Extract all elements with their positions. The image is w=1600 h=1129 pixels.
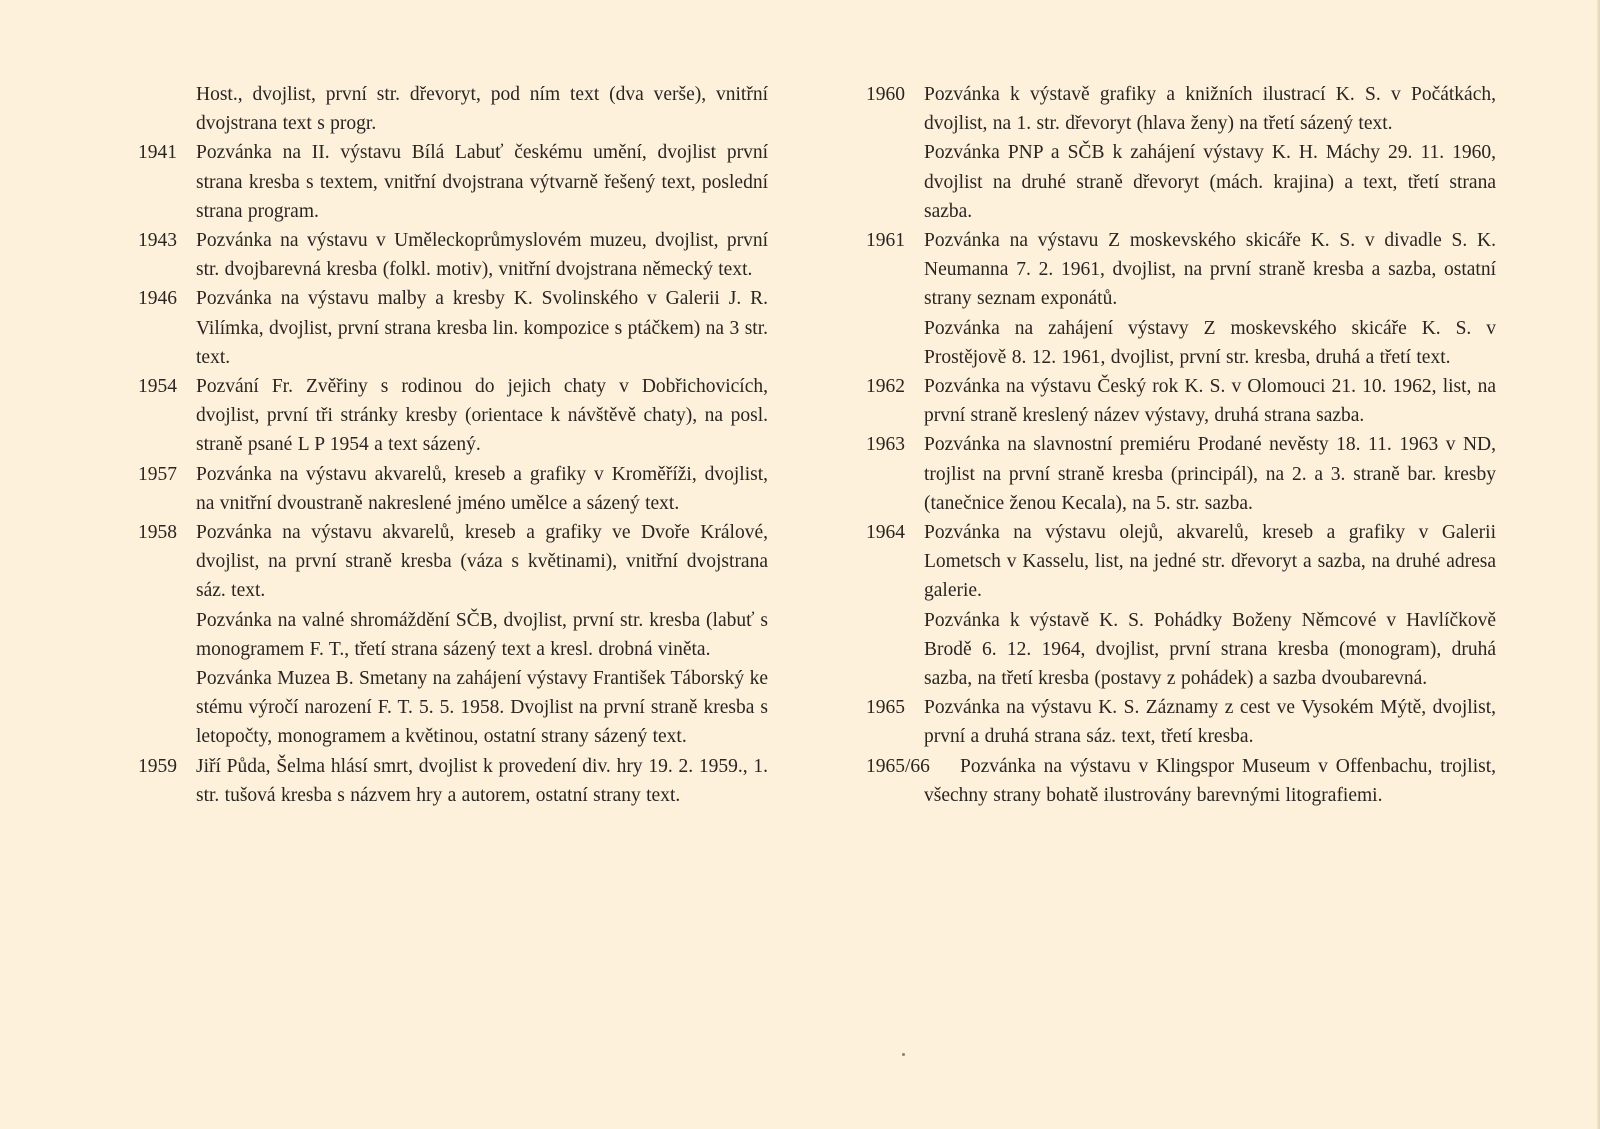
entry-text: Pozvánka k výstavě K. S. Pohádky Boženy Němcové v Havlíčkově Brodě 6. 12. 1964, dvojlist, první strana kresba (monogram), druhá sazba, na třetí kresba (postavy z pohádek) a sazba dvoubarevná. — [924, 609, 1496, 690]
entry-text: Pozvání Fr. Zvěřiny s rodinou do jejich chaty v Dobřichovicích, dvojlist, první tři stránky kresby (orientace k návštěvě chaty), na posl. straně psané L P 1954 a text sázený. — [196, 376, 768, 456]
entry-1946 — [138, 284, 768, 372]
entry-text: Pozvánka na výstavu v Uměleckoprůmyslovém muzeu, dvojlist, první str. dvojbarevná kresba (folkl. motiv), vnitřní dvojstrana německý text. — [196, 230, 768, 281]
entry-1965 — [866, 693, 1496, 751]
entry-text: Pozvánka na výstavu Z moskevského skicáře K. S. v divadle S. K. Neumanna 7. 2. 1961, dvojlist, na první straně kresba a sazba, ostatní strany seznam exponátů. — [924, 230, 1496, 310]
entry-year: 1958 — [138, 522, 177, 544]
entry-text: Pozvánka k výstavě grafiky a knižních ilustrací K. S. v Počátkách, dvojlist, na 1. str. dřevoryt (hlava ženy) na třetí sázený text. — [924, 84, 1496, 135]
entry-text: Pozvánka na výstavu olejů, akvarelů, kreseb a grafiky v Galerii Lometsch v Kasselu, list, na jedné str. dřevoryt a sazba, na druhé adresa galerie. — [924, 522, 1496, 602]
entry-1961 — [866, 226, 1496, 372]
entry-text: Host., dvojlist, první str. dřevoryt, pod ním text (dva verše), vnitřní dvojstrana text s progr. — [196, 84, 768, 135]
entry-1957 — [138, 460, 768, 518]
entry-text: Pozvánka na II. výstavu Bílá Labuť českému umění, dvojlist první strana kresba s textem, vnitřní dvojstrana výtvarně řešený text, poslední strana program. — [196, 142, 768, 222]
entry-1964 — [866, 518, 1496, 693]
entry-year: 1965 — [866, 697, 905, 719]
entry-year: 1957 — [138, 463, 177, 485]
entry-1963 — [866, 430, 1496, 518]
entry-text: Pozvánka na slavnostní premiéru Prodané nevěsty 18. 11. 1963 v ND, trojlist na první straně kresba (principál), na 2. a 3. straně bar. kresby (tanečnice ženou Kecala), na 5. str. sazba. — [924, 434, 1496, 514]
entry-text: Pozvánka na zahájení výstavy Z moskevského skicáře K. S. v Prostějově 8. 12. 1961, dvojlist, první str. kresba, druhá a třetí text. — [924, 317, 1496, 368]
entry-text: Pozvánka na výstavu v Klingspor Museum v Offenbachu, trojlist, všechny strany bohatě ilustrovány barevnými litografiemi. — [924, 755, 1496, 806]
entry-year: 1954 — [138, 376, 177, 398]
entry-1965-66 — [866, 752, 1496, 810]
entry-year: 1960 — [866, 84, 905, 105]
entry-year: 1961 — [866, 230, 905, 252]
entry-text: Pozvánka na výstavu K. S. Záznamy z cest ve Vysokém Mýtě, dvojlist, první a druhá strana sáz. text, třetí kresba. — [924, 697, 1496, 748]
entry-text: Pozvánka na výstavu akvarelů, kreseb a grafiky v Kroměříži, dvojlist, na vnitřní dvoustraně nakreslené jméno umělce a sázený text. — [196, 463, 768, 514]
entry-text: Pozvánka na valné shromáždění SČB, dvojlist, první str. kresba (labuť s monogramem F. T., třetí strana sázený text a kresl. drobná viněta. — [196, 609, 768, 660]
entry-continuation — [138, 80, 768, 138]
entry-text: Pozvánka PNP a SČB k zahájení výstavy K. H. Máchy 29. 11. 1960, dvojlist na druhé straně dřevoryt (mách. krajina) a text, třetí strana sazba. — [924, 142, 1496, 222]
entry-1962 — [866, 372, 1496, 430]
entry-year: 1963 — [866, 434, 905, 456]
entry-1959 — [138, 752, 768, 810]
left-column — [138, 80, 768, 810]
entry-year: 1943 — [138, 230, 177, 252]
entry-text: Pozvánka na výstavu malby a kresby K. Svolinského v Galerii J. R. Vilímka, dvojlist, první strana kresba lin. kompozice s ptáčkem) na 3 str. text. — [196, 288, 768, 368]
right-column — [866, 80, 1496, 810]
entry-year: 1941 — [138, 142, 177, 164]
entry-1943 — [138, 226, 768, 284]
entry-text: Pozvánka na výstavu Český rok K. S. v Olomouci 21. 10. 1962, list, na první straně kreslený název výstavy, druhá strana sazba. — [924, 376, 1496, 427]
entry-year: 1946 — [138, 288, 177, 310]
entry-1954 — [138, 372, 768, 460]
entry-text: Pozvánka Muzea B. Smetany na zahájení výstavy František Táborský ke stému výročí narození F. T. 5. 5. 1958. Dvojlist na první straně kresba s letopočty, monogramem a květinou, ostatní strany sázený text. — [196, 668, 768, 748]
paper-speck — [902, 1053, 905, 1056]
entry-1941 — [138, 138, 768, 226]
entry-year: 1965/66 — [866, 755, 930, 777]
entry-1958 — [138, 518, 768, 752]
entry-year: 1964 — [866, 522, 905, 544]
entry-text: Jiří Půda, Šelma hlásí smrt, dvojlist k provedení div. hry 19. 2. 1959., 1. str. tušová kresba s názvem hry a autorem, ostatní strany text. — [196, 755, 768, 806]
entry-1960 — [866, 80, 1496, 226]
entry-year: 1959 — [138, 755, 177, 777]
entry-text: Pozvánka na výstavu akvarelů, kreseb a grafiky ve Dvoře Králové, dvojlist, na první straně kresba (váza s květinami), vnitřní dvojstrana sáz. text. — [196, 522, 768, 602]
entry-year: 1962 — [866, 376, 905, 398]
